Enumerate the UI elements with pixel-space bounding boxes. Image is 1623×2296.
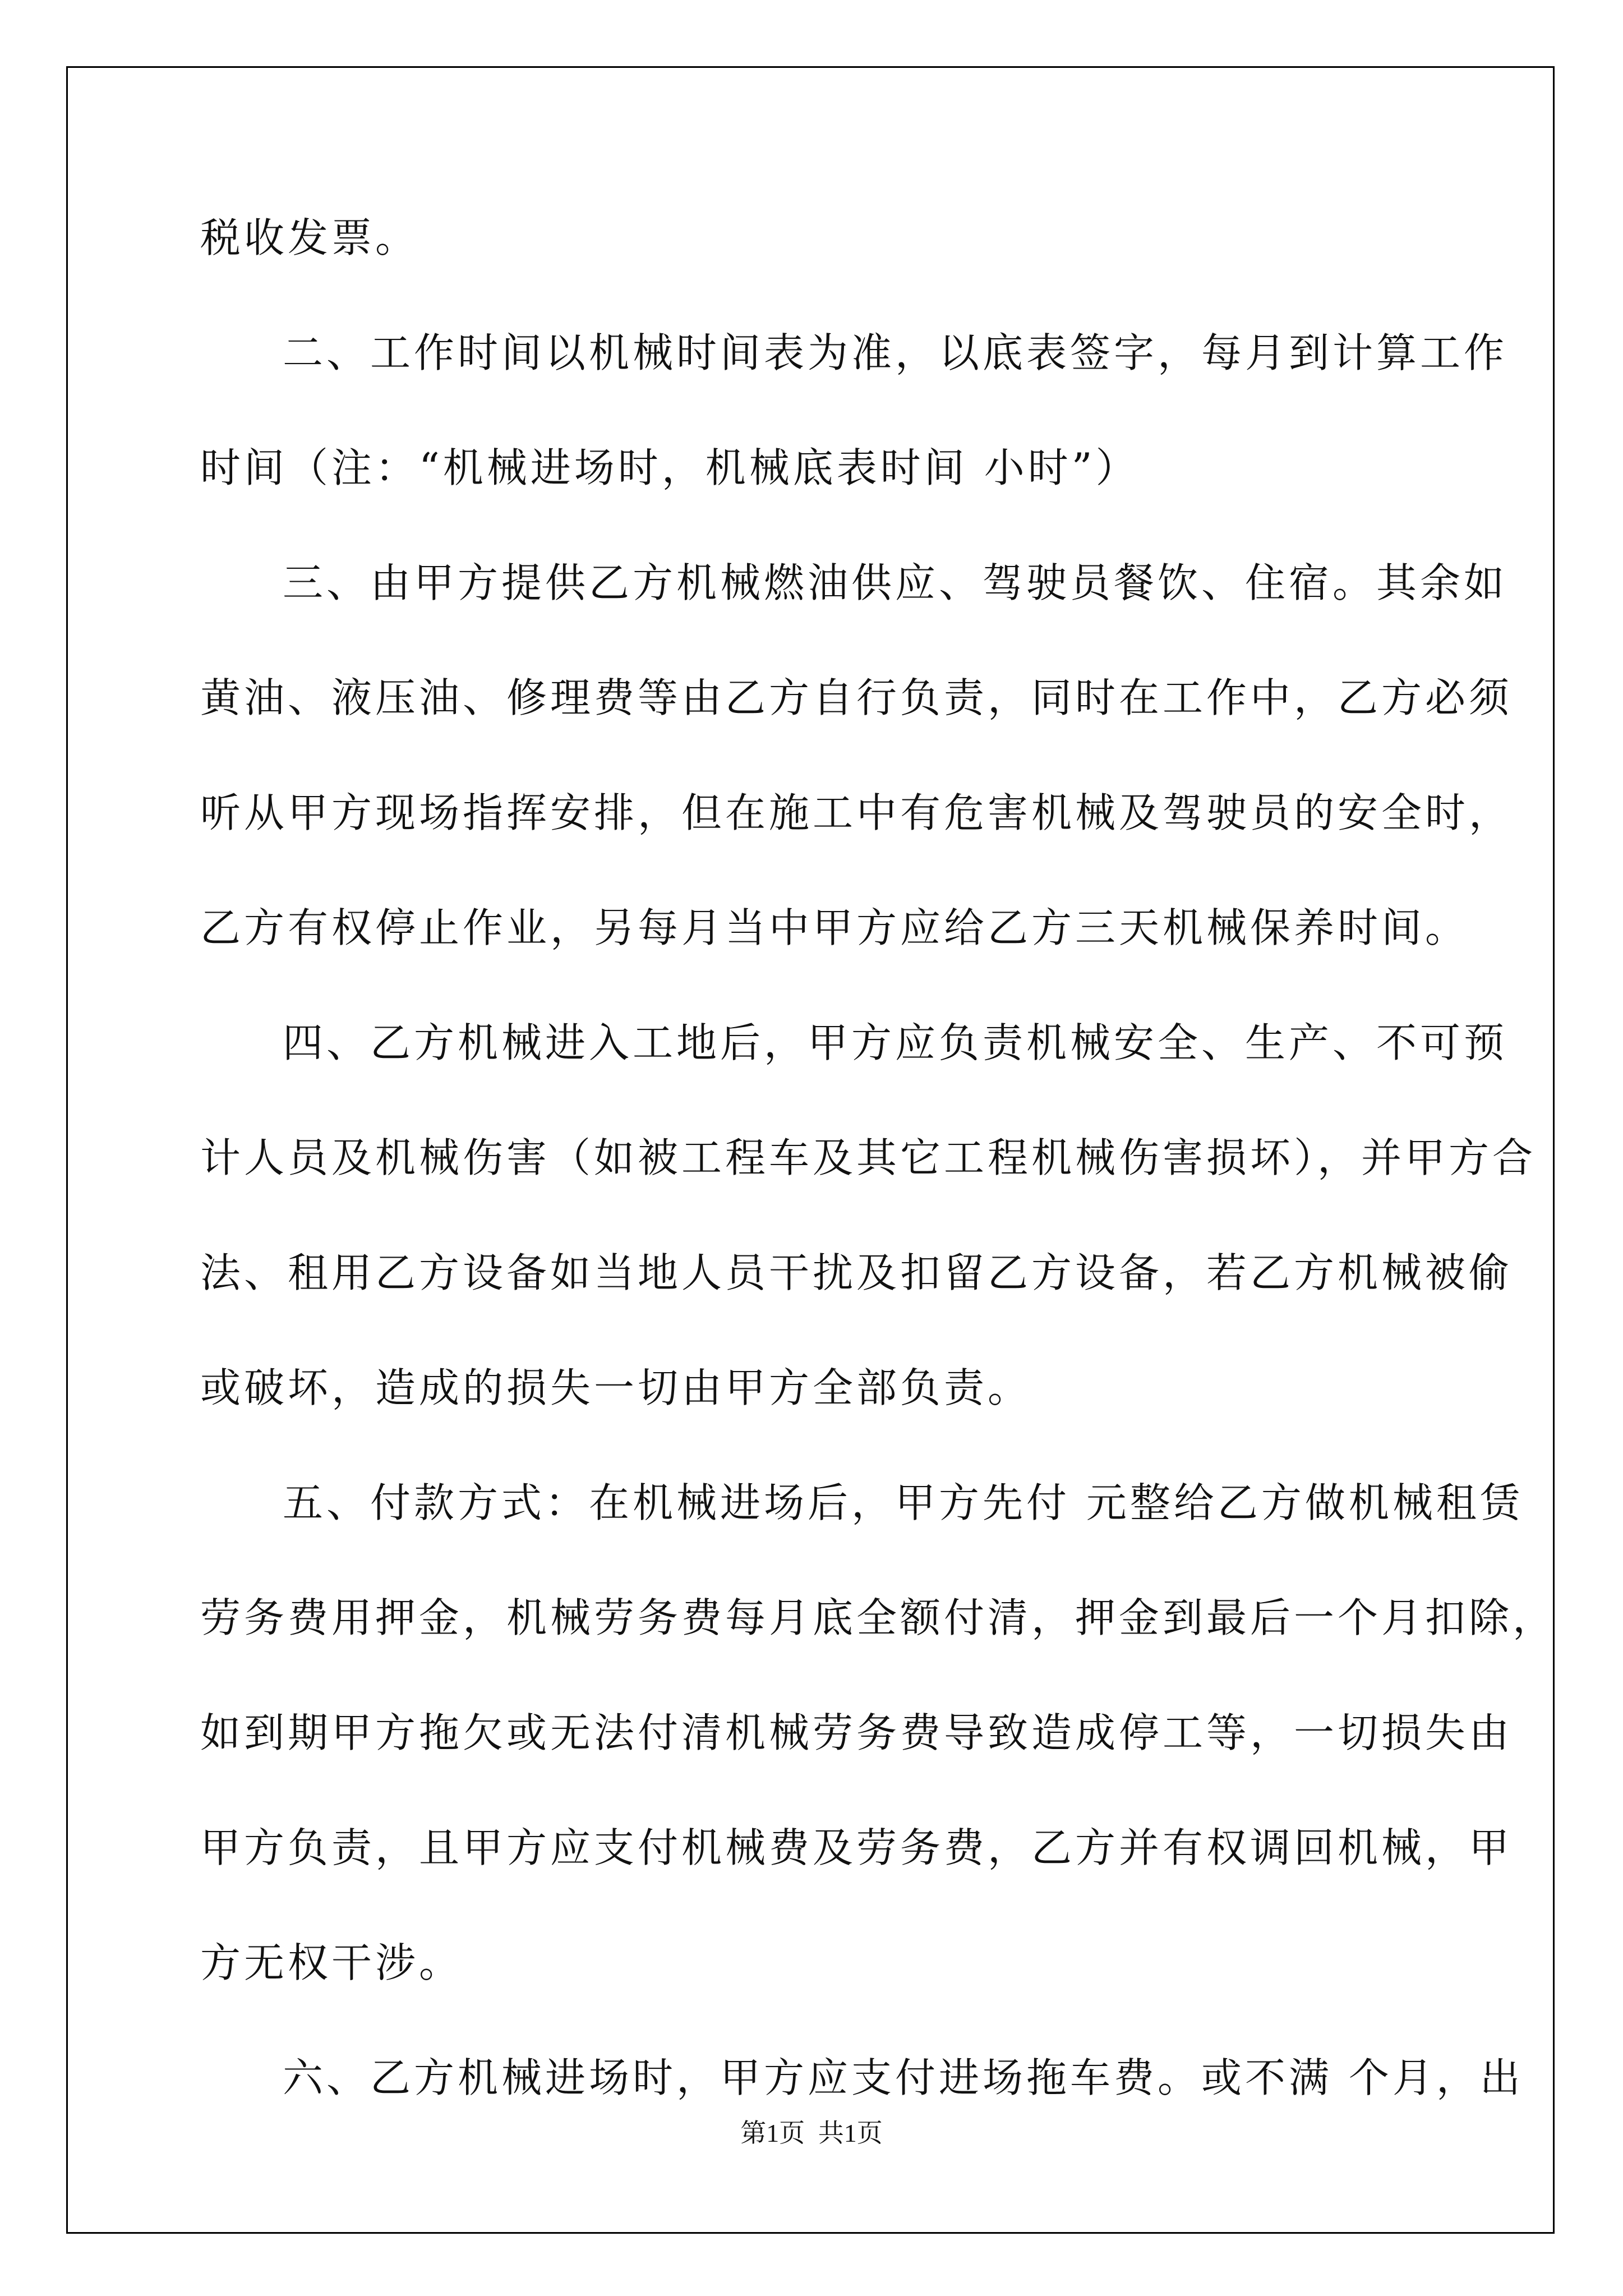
- text-line: 计人员及机械伤害（如被工程车及其它工程机械伤害损坏），并甲方合: [200, 1134, 1537, 1181]
- text-line: 如到期甲方拖欠或无法付清机械劳务费导致造成停工等，一切损失由: [200, 1709, 1513, 1756]
- text-line: 五、付款方式：在机械进场后，甲方先付 元整给乙方做机械租赁: [283, 1479, 1524, 1526]
- text-line: 二、工作时间以机械时间表为准，以底表签字，每月到计算工作: [283, 329, 1508, 376]
- text-line: 方无权干涉。: [200, 1939, 463, 1986]
- text-line: 三、由甲方提供乙方机械燃油供应、驾驶员餐饮、住宿。其余如: [283, 559, 1508, 606]
- text-line: 法、租用乙方设备如当地人员干扰及扣留乙方设备，若乙方机械被偷: [200, 1249, 1513, 1296]
- text-line: 时间（注：“机械进场时，机械底表时间 小时”）: [200, 444, 1140, 491]
- text-line: 或破坏，造成的损失一切由甲方全部负责。: [200, 1364, 1032, 1411]
- text-line: 税收发票。: [200, 214, 419, 261]
- document-body: [200, 181, 1557, 2136]
- text-line: 六、乙方机械进场时，甲方应支付进场拖车费。或不满 个月，出: [283, 2054, 1524, 2101]
- text-line: 劳务费用押金，机械劳务费每月底全额付清，押金到最后一个月扣除，: [200, 1594, 1557, 1641]
- text-line: 四、乙方机械进入工地后，甲方应负责机械安全、生产、不可预: [283, 1019, 1508, 1066]
- text-line: 黄油、液压油、修理费等由乙方自行负责，同时在工作中，乙方必须: [200, 674, 1513, 721]
- text-line: 听从甲方现场指挥安排，但在施工中有危害机械及驾驶员的安全时，: [200, 789, 1513, 836]
- text-line: 乙方有权停止作业，另每月当中甲方应给乙方三天机械保养时间。: [200, 904, 1469, 951]
- text-line: 甲方负责，且甲方应支付机械费及劳务费，乙方并有权调回机械，甲: [200, 1824, 1513, 1871]
- page-footer: 第1页 共1页: [740, 2119, 883, 2147]
